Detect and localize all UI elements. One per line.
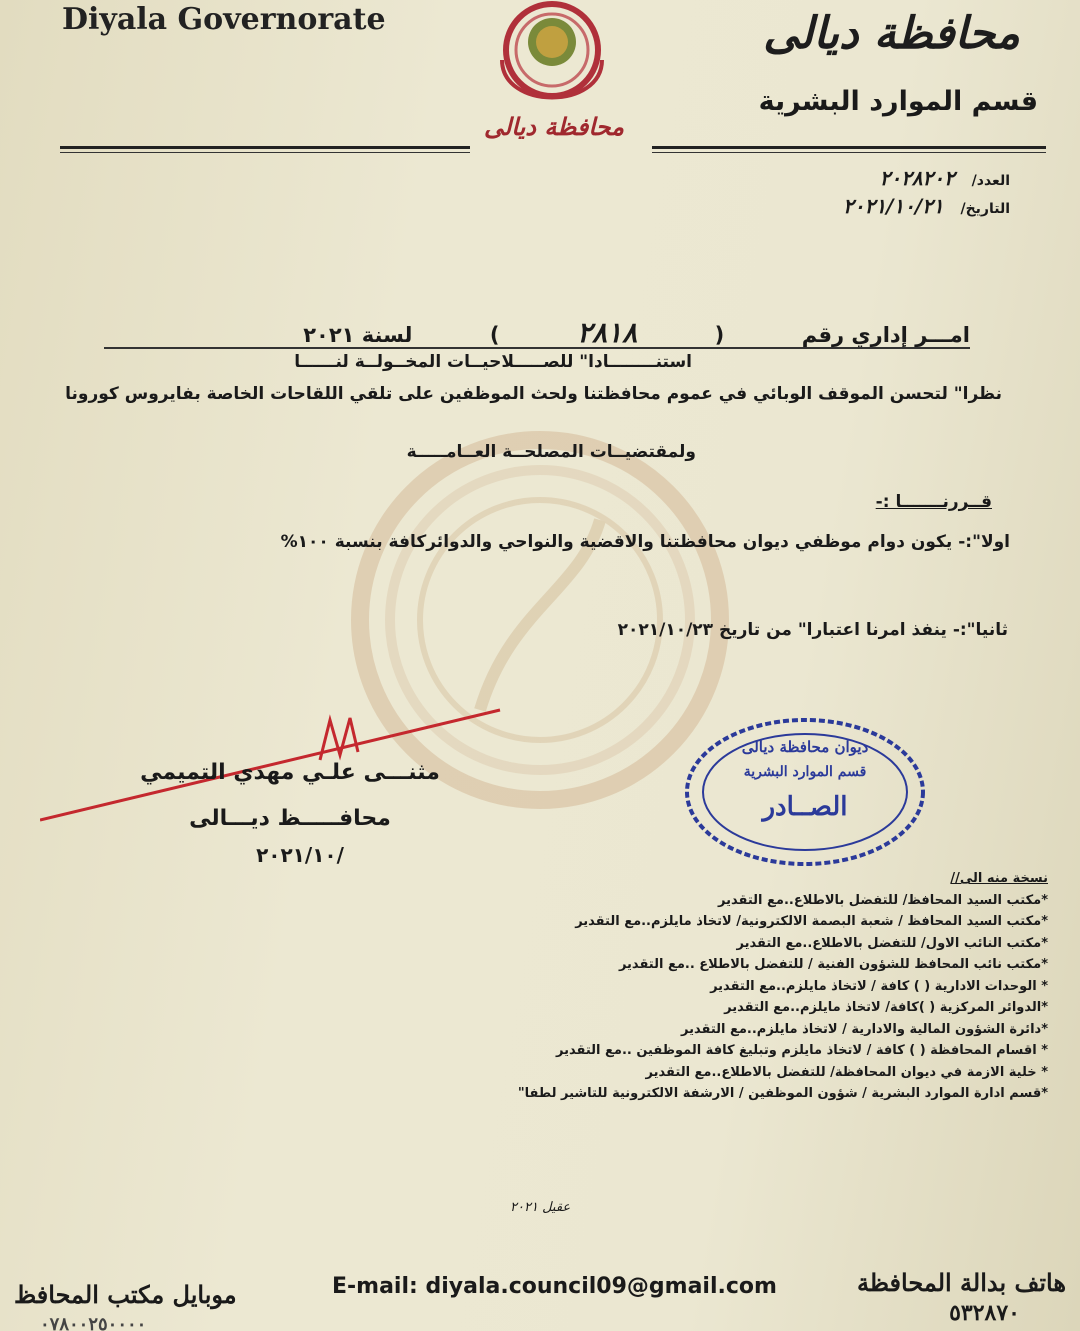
copies-item: *دائرة الشؤون المالية والادارية / لاتخاذ مايلزم..مع التقدير bbox=[681, 1021, 1048, 1037]
copies-item: * الوحدات الادارية ( ) كافة / لاتخاذ مايلزم..مع التقدير bbox=[710, 978, 1048, 994]
reason-line: نظرا" لتحسن الموقف الوبائي في عموم محافظتنا ولحث الموظفين على تلقي اللقاحات الخاصة بفايروس كورونا bbox=[65, 384, 1002, 404]
phone-label: هاتف بدالة المحافظة bbox=[856, 1268, 1066, 1297]
date-label: التاريخ/ bbox=[960, 201, 1010, 217]
copies-item: *قسم ادارة الموارد البشرية / شؤون الموظفين / الارشفة الالكترونية للتاشير لطفا" bbox=[517, 1086, 1048, 1101]
header-rule-left bbox=[60, 146, 470, 149]
order-heading: امـــر إداري رقم ( ٢٨١٨ ) لسنة ٢٠٢١ bbox=[303, 316, 970, 349]
clause-second: ثانيا":- ينفذ امرنا اعتبارا" من تاريخ ٢٠٢١/١٠/٢٣ bbox=[617, 620, 1008, 640]
signature-date: ٢٠٢١/١٠/ bbox=[256, 843, 344, 867]
document-date bbox=[843, 194, 1010, 218]
order-underline bbox=[104, 347, 970, 349]
stamp-line-3: الصــادر bbox=[762, 792, 848, 822]
number-value: ٢٠٢٨٢٠٢ bbox=[879, 166, 955, 190]
stamp-line-1: ديوان محافظة ديالى bbox=[741, 738, 869, 756]
document-number bbox=[880, 166, 1010, 190]
email-address: E-mail: diyala.council09@gmail.com bbox=[332, 1274, 777, 1299]
header-rule-right bbox=[652, 146, 1046, 149]
signatory-name: مثنـــى علـي مهدي التميمي bbox=[140, 760, 440, 785]
authority-line: استنــــــــادا" للصـــــلاحيــات المخــولــة لنــــــا bbox=[294, 352, 692, 372]
stamp-line-2: قسم الموارد البشرية bbox=[743, 764, 867, 780]
order-prefix: امـــر إداري رقم bbox=[801, 323, 970, 347]
mobile-value: ٠٧٨٠٠٢٥٠٠٠٠ bbox=[40, 1314, 147, 1331]
phone-value: ٥٣٢٨٧٠ bbox=[949, 1300, 1020, 1326]
number-label: العدد/ bbox=[971, 173, 1010, 189]
department-title: قسم الموارد البشرية bbox=[758, 86, 1038, 117]
mobile-label: موبايل مكتب المحافظ bbox=[14, 1280, 237, 1309]
english-org-title: Diyala Governorate bbox=[62, 2, 386, 37]
signatory-title: محافـــــظ ديـــالى bbox=[189, 806, 391, 831]
public-interest-line: ولمقتضيــات المصلحــة العــامـــــة bbox=[406, 442, 696, 462]
copies-item: * اقسام المحافظة ( ) كافة / لاتخاذ مايلزم وتبليغ كافة الموظفين ..مع التقدير bbox=[556, 1043, 1048, 1058]
copies-item: *مكتب السيد المحافظ/ للتفضل بالاطلاع..مع التقدير bbox=[718, 892, 1048, 908]
copies-item: * خلية الازمة في ديوان المحافظة/ للتفضل بالاطلاع..مع التقدير bbox=[645, 1064, 1048, 1080]
order-year: لسنة ٢٠٢١ bbox=[303, 323, 413, 347]
date-value: ٢٠٢١/١٠/٢١ bbox=[843, 194, 944, 218]
logo-caption: محافظة ديالى bbox=[483, 112, 625, 141]
copies-item: *مكتب النائب الاول/ للتفضل بالاطلاع..مع التقدير bbox=[736, 935, 1048, 951]
header-rule-right-thin bbox=[652, 152, 1046, 153]
copies-item: *الدوائر المركزية ( )كافة/ لاتخاذ مايلزم..مع التقدير bbox=[724, 1000, 1048, 1015]
header-rule-left-thin bbox=[60, 152, 470, 153]
copies-heading: نسخة منه الى// bbox=[950, 871, 1048, 886]
copies-list bbox=[328, 868, 1048, 1105]
clause-first: اولا":- يكون دوام موظفي ديوان محافظتنا والاقضية والنواحي والدوائركافة بنسبة ١٠٠% bbox=[280, 532, 1010, 552]
copies-item: *مكتب نائب المحافظ للشؤون الفنية / للتفضل بالاطلاع ..مع التقدير bbox=[618, 957, 1048, 972]
decided-heading: قــررنـــــــا :- bbox=[875, 492, 992, 512]
copies-item: *مكتب السيد المحافظ / شعبة البصمة الالكترونية/ لاتخاذ مايلزم..مع التقدير bbox=[575, 914, 1048, 929]
order-number: ٢٨١٨ bbox=[576, 316, 638, 349]
arabic-org-title: محافظة ديالى bbox=[763, 8, 1020, 59]
typist-note: عقيل ٢٠٢١ bbox=[510, 1200, 571, 1215]
